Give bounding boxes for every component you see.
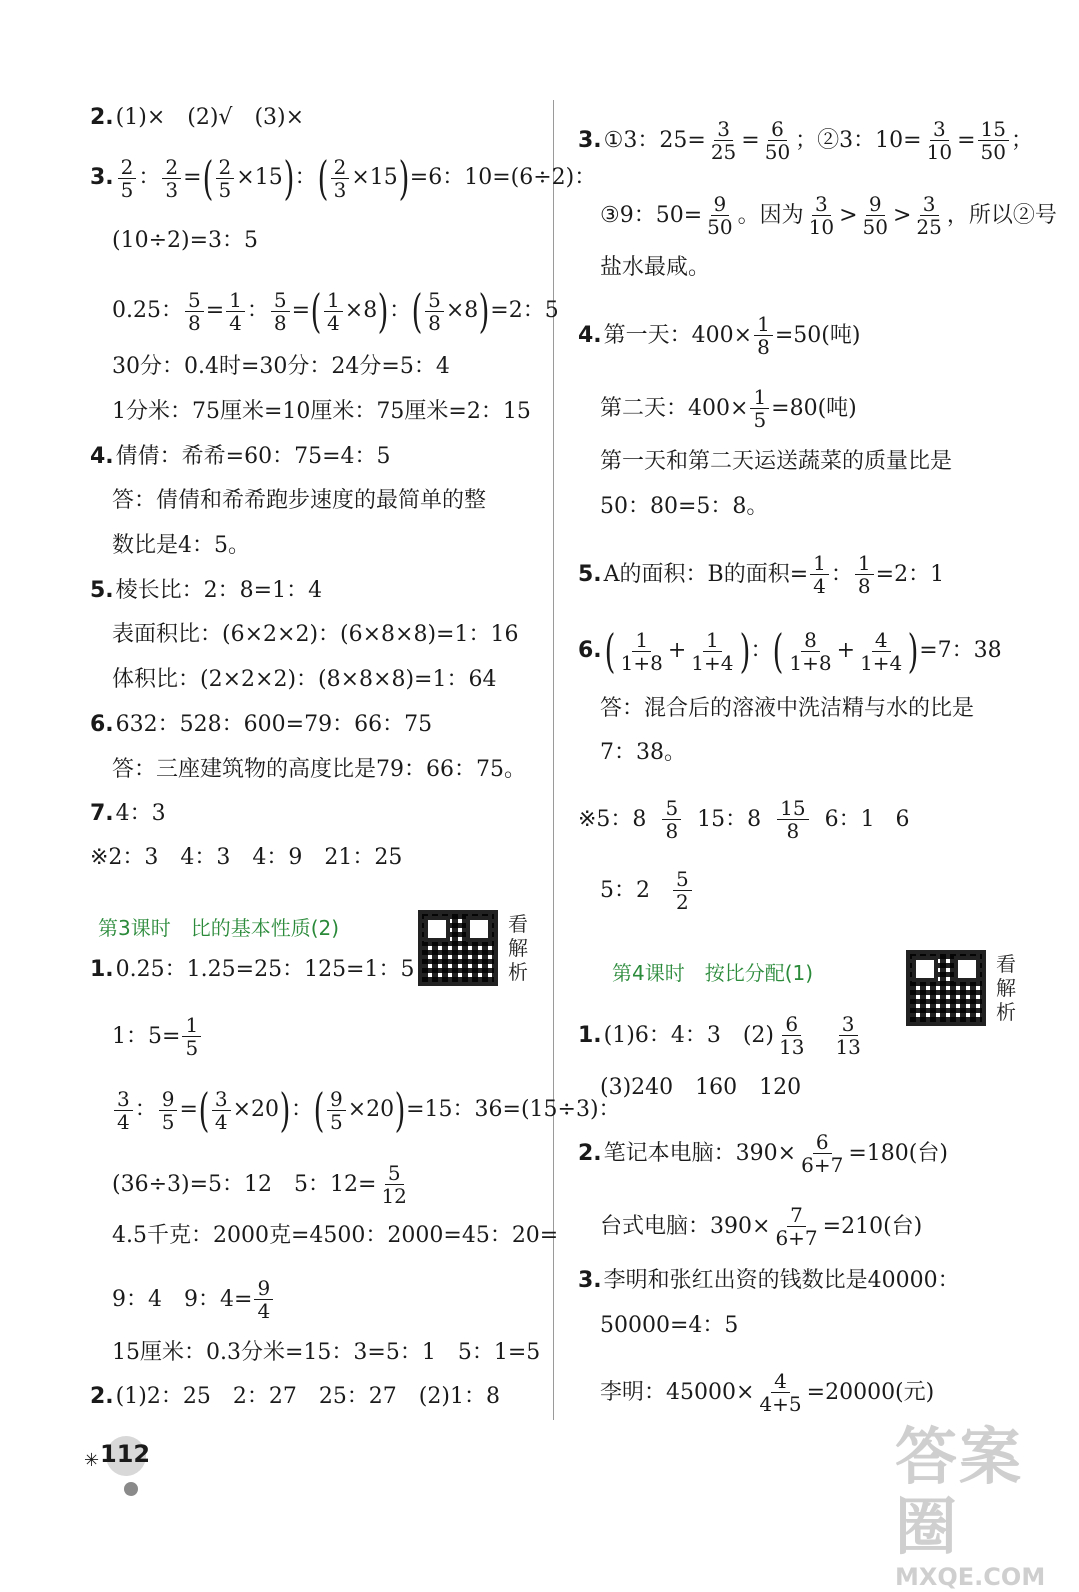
fraction: $\frac{2}{5}$ xyxy=(118,156,137,201)
right-s4q2-line2: 台式电脑：390× $\frac{7}{6+7}$ =210(台) xyxy=(600,1203,923,1250)
left-q4 xyxy=(90,442,391,472)
right-q4-line4: 50：80=5：8。 xyxy=(600,494,769,519)
left-s3q2 xyxy=(90,1382,500,1412)
right-q4-line3: 第一天和第二天运送蔬菜的质量比是 xyxy=(600,449,953,474)
question-number: 5. xyxy=(578,561,602,587)
answer-text: 倩倩：希希=60：75=4：5 xyxy=(115,444,391,469)
left-q5 xyxy=(90,576,322,606)
right-q6: 6. ( $\frac{1}{1+8}$ + $\frac{1}{1+4}$ ) ： ( $\frac{8}{1+8}$ + $\frac{4}{1+4}$ ) =7：38 xyxy=(578,624,1002,678)
left-s3q1-line3: $\frac{3}{4}$ ： $\frac{9}{5}$ = ( $\frac{3}{4}$ ×20 ) ： ( $\frac{9}{5}$ ×20 ) =15：36=(15÷3)： xyxy=(112,1087,621,1133)
watermark: 答案圈 MXQE.COM xyxy=(895,1420,1046,1591)
left-q5-line2: 表面积比：(6×2×2)：(6×8×8)=1：16 xyxy=(112,622,519,647)
star-mark-icon: ✳ xyxy=(84,1450,100,1471)
question-number: 3. xyxy=(578,127,602,153)
left-q3-line2: (10÷2)=3：5 xyxy=(112,228,259,253)
left-star-line: ※2：3 4：3 4：9 21：25 xyxy=(90,845,403,870)
question-number: 4. xyxy=(578,322,602,348)
answer-text: 4：3 xyxy=(115,801,166,826)
question-number: 2. xyxy=(90,105,114,130)
left-s3q1-line4: (36÷3)=5：12 5：12= $\frac{5}{12}$ xyxy=(112,1161,407,1208)
right-q6-ans2: 7：38。 xyxy=(600,740,686,765)
left-q6-ans: 答：三座建筑物的高度比是79：66：75。 xyxy=(112,757,526,782)
right-q3-line2: ③9：50= $\frac{9}{50}$ 。因为 $\frac{3}{10}$ > $\frac{9}{50}$ > $\frac{3}{25}$ ，所以②号 xyxy=(600,192,1057,239)
right-s4q1: 1. (1)6：4：3 (2) $\frac{6}{13}$ $\frac{3}{13}$ xyxy=(578,1012,861,1059)
question-number: 5. xyxy=(90,578,114,603)
right-s4q3-line2: 50000=4：5 xyxy=(600,1313,739,1338)
right-q5: 5. A的面积：B的面积= $\frac{1}{4}$ ： $\frac{1}{8}$ =2：1 xyxy=(578,551,945,598)
right-s4q3-line3: 李明：45000× $\frac{4}{4+5}$ =20000(元) xyxy=(600,1369,935,1416)
right-s4q1-line2: (3)240 160 120 xyxy=(600,1075,802,1100)
question-number: 6. xyxy=(90,712,114,737)
fraction: $\frac{2}{3}$ xyxy=(162,156,181,201)
answer-text: 0.25：1.25=25：125=1：5 xyxy=(115,957,415,982)
answer-text: 632：528：600=79：66：75 xyxy=(115,712,433,737)
question-number: 3. xyxy=(578,1268,602,1293)
page-number: 112 xyxy=(100,1440,151,1468)
left-q3-line4: 30分：0.4时=30分：24分=5：4 xyxy=(112,354,450,379)
right-q4-line1: 4. 第一天：400× $\frac{1}{8}$ =50(吨) xyxy=(578,312,861,359)
left-q2 xyxy=(90,103,304,133)
answer-text: (1)× (2)√ (3)× xyxy=(115,105,305,130)
right-star-line1: ※5：8 $\frac{5}{8}$ 15：8 $\frac{15}{8}$ 6：1 6 xyxy=(578,796,910,843)
left-q7 xyxy=(90,799,166,829)
answer-text: (1)2：25 2：27 25：27 (2)1：8 xyxy=(115,1384,500,1409)
left-q3-line3: 0.25： $\frac{5}{8}$ = $\frac{1}{4}$ ： $\frac{5}{8}$ = ( $\frac{1}{4}$ ×8 ) ： ( $\frac{5}{8}$ ×8 ) =2：5 xyxy=(112,284,559,338)
left-q5-line3: 体积比：(2×2×2)：(8×8×8)=1：64 xyxy=(112,667,497,692)
left-s3q1-line7: 15厘米：0.3分米=15：3=5：1 5：1=5 xyxy=(112,1340,541,1365)
answer-text: 棱长比：2：8=1：4 xyxy=(115,578,323,603)
right-q4-line2: 第二天：400× $\frac{1}{5}$ =80(吨) xyxy=(600,385,857,432)
left-s3q1-line2: 1：5= $\frac{1}{5}$ xyxy=(112,1014,203,1059)
question-number: 1. xyxy=(90,957,114,982)
left-q4-ans1: 答：倩倩和希希跑步速度的最简单的整 xyxy=(112,488,487,513)
right-s4q3: 3. 李明和张红出资的钱数比是40000： xyxy=(578,1266,960,1296)
question-number: 6. xyxy=(578,638,602,663)
right-s4q2: 2. 笔记本电脑：390× $\frac{6}{6+7}$ =180(台) xyxy=(578,1130,948,1177)
qr-label: 看解析 xyxy=(508,912,528,984)
page-dot-icon xyxy=(124,1482,138,1496)
question-number: 3. xyxy=(90,165,114,190)
right-q3-line1: 3. ①3：25= $\frac{3}{25}$ = $\frac{6}{50}$ ；②3：10= $\frac{3}{10}$ = $\frac{15}{50}$ ； xyxy=(578,117,1033,164)
question-number: 2. xyxy=(90,1384,114,1409)
qr-code-icon[interactable] xyxy=(906,950,986,1026)
right-q6-ans1: 答：混合后的溶液中洗洁精与水的比是 xyxy=(600,696,975,721)
right-q3-line3: 盐水最咸。 xyxy=(600,255,711,280)
question-number: 1. xyxy=(578,1022,602,1048)
qr-label: 看解析 xyxy=(996,952,1016,1024)
left-q3-line5: 1分米：75厘米=10厘米：75厘米=2：15 xyxy=(112,399,531,424)
question-number: 2. xyxy=(578,1140,602,1166)
question-number: 7. xyxy=(90,801,114,826)
question-number: 4. xyxy=(90,444,114,469)
left-s3q1-line5: 4.5千克：2000克=4500：2000=45：20= xyxy=(112,1223,559,1248)
section-title-4: 第4课时 按比分配(1) xyxy=(612,961,814,985)
section-title-3: 第3课时 比的基本性质(2) xyxy=(98,916,340,940)
left-q6 xyxy=(90,710,432,740)
left-s3q1-line6: 9：4 9：4= $\frac{9}{4}$ xyxy=(112,1277,275,1322)
left-q3-line1: 3. $\frac{2}{5}$ ： $\frac{2}{3}$ = ( $\frac{2}{5}$ ×15 ) ： ( $\frac{2}{3}$ ×15 ) =6：10=(6÷2)： xyxy=(90,151,597,205)
right-star-line2: 5：2 $\frac{5}{2}$ xyxy=(600,868,694,913)
qr-code-icon[interactable] xyxy=(418,910,498,986)
left-s3q1 xyxy=(90,955,415,985)
left-q4-ans2: 数比是4：5。 xyxy=(112,533,250,558)
